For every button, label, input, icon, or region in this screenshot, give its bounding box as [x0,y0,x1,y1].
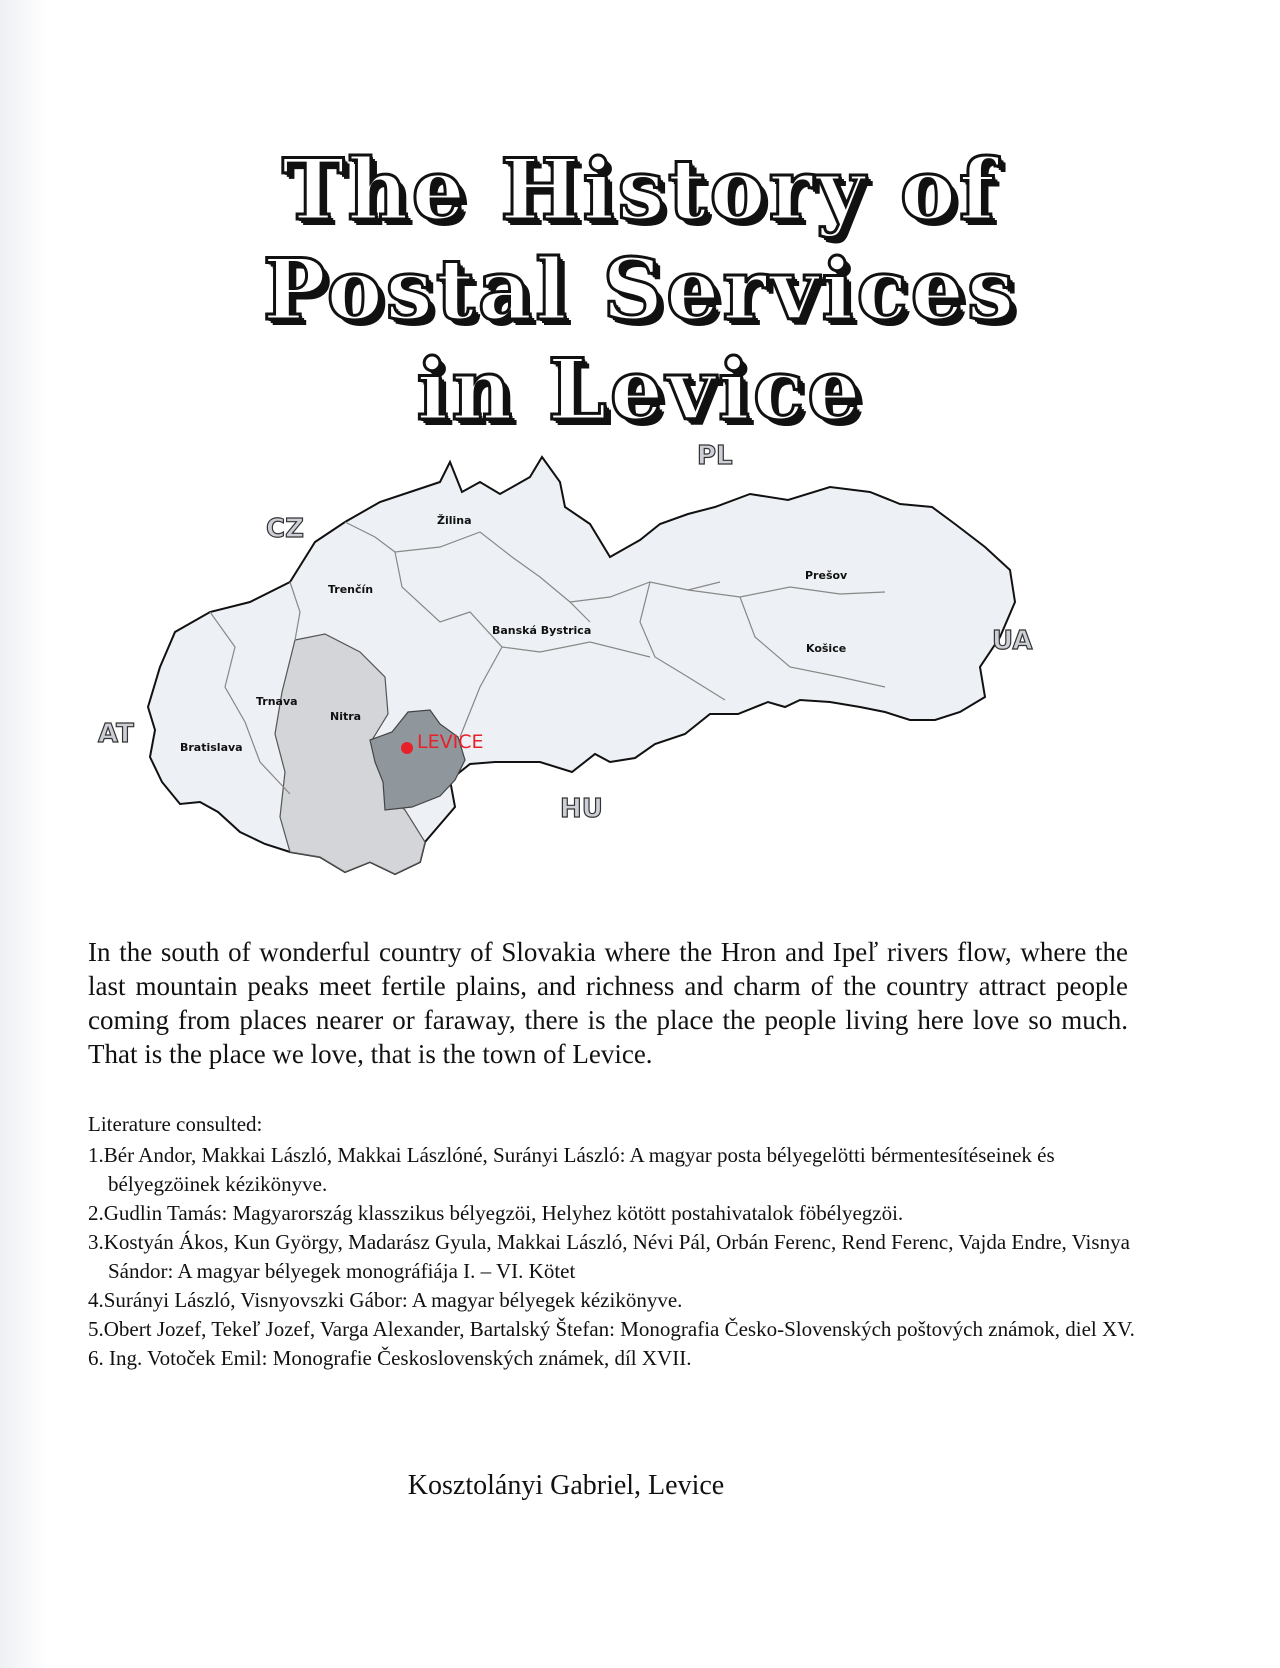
city-label-banska-bystrica: Banská Bystrica [492,624,592,637]
levice-label: LEVICE [417,731,484,753]
page-title [0,140,1280,440]
country-label-hu: HU [560,794,603,824]
country-label-ua: UA [992,626,1033,656]
slovakia-map-svg [98,441,1120,912]
literature-item: 1.Bér Andor, Makkai László, Makkai Lászlóné, Surányi László: A magyar posta bélyegelötti bérmentesítéseinek és bélyegzöinek kézikönyve. [88,1143,1055,1196]
country-label-cz: CZ [266,514,304,544]
author-signature: Kosztolányi Gabriel, Levice [407,1470,725,1501]
intro-paragraph: In the south of wonderful country of Slovakia where the Hron and Ipeľ rivers flow, where the last mountain peaks meet fertile plains, and richness and charm of the country attract people coming from places nearer or faraway, there is the place the people living here love so much. That is the place we love, that is the town of Levice. [88,937,1128,1069]
country-label-pl: PL [697,441,733,471]
title-line-1: The History of [281,140,999,239]
title-line-2: Postal Services [262,240,1018,339]
city-label-bratislava: Bratislava [180,741,243,754]
city-label-nitra: Nitra [330,710,362,723]
literature-item: 2.Gudlin Tamás: Magyarország klasszikus bélyegzöi, Helyhez kötött postahivatalok föbélyegzöi. [88,1201,904,1225]
literature-item: 5.Obert Jozef, Tekeľ Jozef, Varga Alexander, Bartalský Štefan: Monografia Česko-Slovenských poštových známok, diel XV. [88,1317,1135,1341]
literature-item: 4.Surányi László, Visnyovszki Gábor: A magyar bélyegek kézikönyve. [88,1288,683,1312]
levice-marker [401,742,413,754]
city-label-trnava: Trnava [256,695,298,708]
title-line-3: in Levice [416,340,864,439]
city-label-zilina: Žilina [437,514,472,527]
city-label-kosice: Košice [806,642,847,655]
literature-item: 3.Kostyán Ákos, Kun György, Madarász Gyula, Makkai László, Névi Pál, Orbán Ferenc, Rend Ferenc, Vajda Endre, Visnya Sándor: A magyar bélyegek monográfiája I. – VI. Kötet [88,1230,1130,1283]
literature-list [88,1141,1158,1373]
literature-item: 6. Ing. Votoček Emil: Monografie Československých známek, díl XVII. [88,1346,692,1370]
city-label-trencin: Trenčín [328,583,374,596]
literature-section [88,1110,1158,1373]
city-label-presov: Prešov [805,569,848,582]
literature-heading: Literature consulted: [88,1112,263,1136]
country-label-at: AT [98,719,134,749]
slovakia-map [98,441,1120,912]
